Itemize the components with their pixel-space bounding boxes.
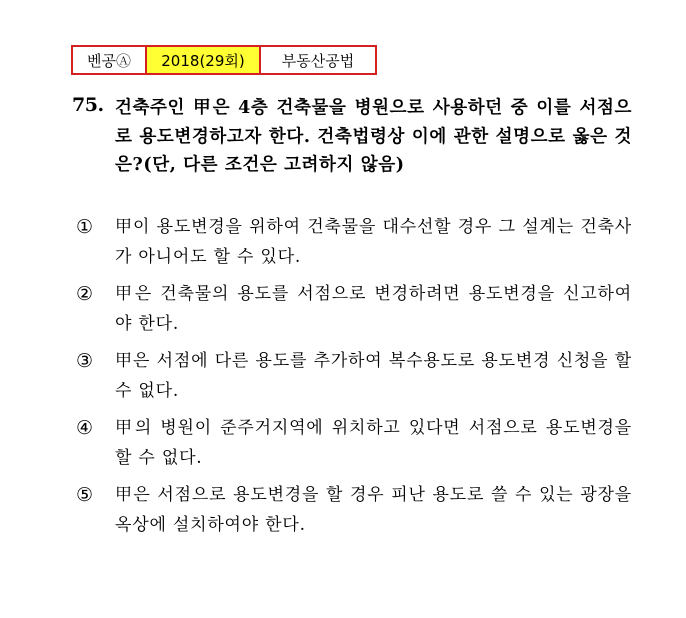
option-text-5: 甲은 서점으로 용도변경을 할 경우 피난 용도로 쓸 수 있는 광장을 옥상에 설치하여야 한다. xyxy=(115,485,632,535)
answer-option-1[interactable] xyxy=(72,212,632,272)
option-text-4: 甲의 병원이 준주거지역에 위치하고 있다면 서점으로 용도변경을 할 수 없다. xyxy=(115,418,632,468)
question-block xyxy=(72,94,632,180)
answer-options xyxy=(72,212,632,547)
source-tag: 벤공Ⓐ xyxy=(73,47,147,73)
option-text-1: 甲이 용도변경을 위하여 건축물을 대수선할 경우 그 설계는 건축사가 아니어도 할 수 있다. xyxy=(115,217,632,267)
answer-option-5[interactable] xyxy=(72,480,632,540)
option-number-2: ② xyxy=(76,283,94,305)
answer-option-2[interactable] xyxy=(72,279,632,339)
exam-tag-bar xyxy=(71,45,377,75)
option-number-3: ③ xyxy=(76,350,94,372)
option-number-4: ④ xyxy=(76,417,94,439)
year-round-tag: 2018(29회) xyxy=(147,47,261,73)
option-text-3: 甲은 서점에 다른 용도를 추가하여 복수용도로 용도변경 신청을 할 수 없다. xyxy=(115,351,632,401)
question-number: 75. xyxy=(72,94,104,116)
option-text-2: 甲은 건축물의 용도를 서점으로 변경하려면 용도변경을 신고하여야 한다. xyxy=(115,284,632,334)
question-text: 건축주인 甲은 4층 건축물을 병원으로 사용하던 중 이를 서점으로 용도변경하고자 한다. 건축법령상 이에 관한 설명으로 옳은 것은?(단, 다른 조건은 고려하지 않음) xyxy=(115,98,632,175)
option-number-1: ① xyxy=(76,216,94,238)
option-number-5: ⑤ xyxy=(76,484,94,506)
subject-tag: 부동산공법 xyxy=(261,47,375,73)
answer-option-3[interactable] xyxy=(72,346,632,406)
answer-option-4[interactable] xyxy=(72,413,632,473)
